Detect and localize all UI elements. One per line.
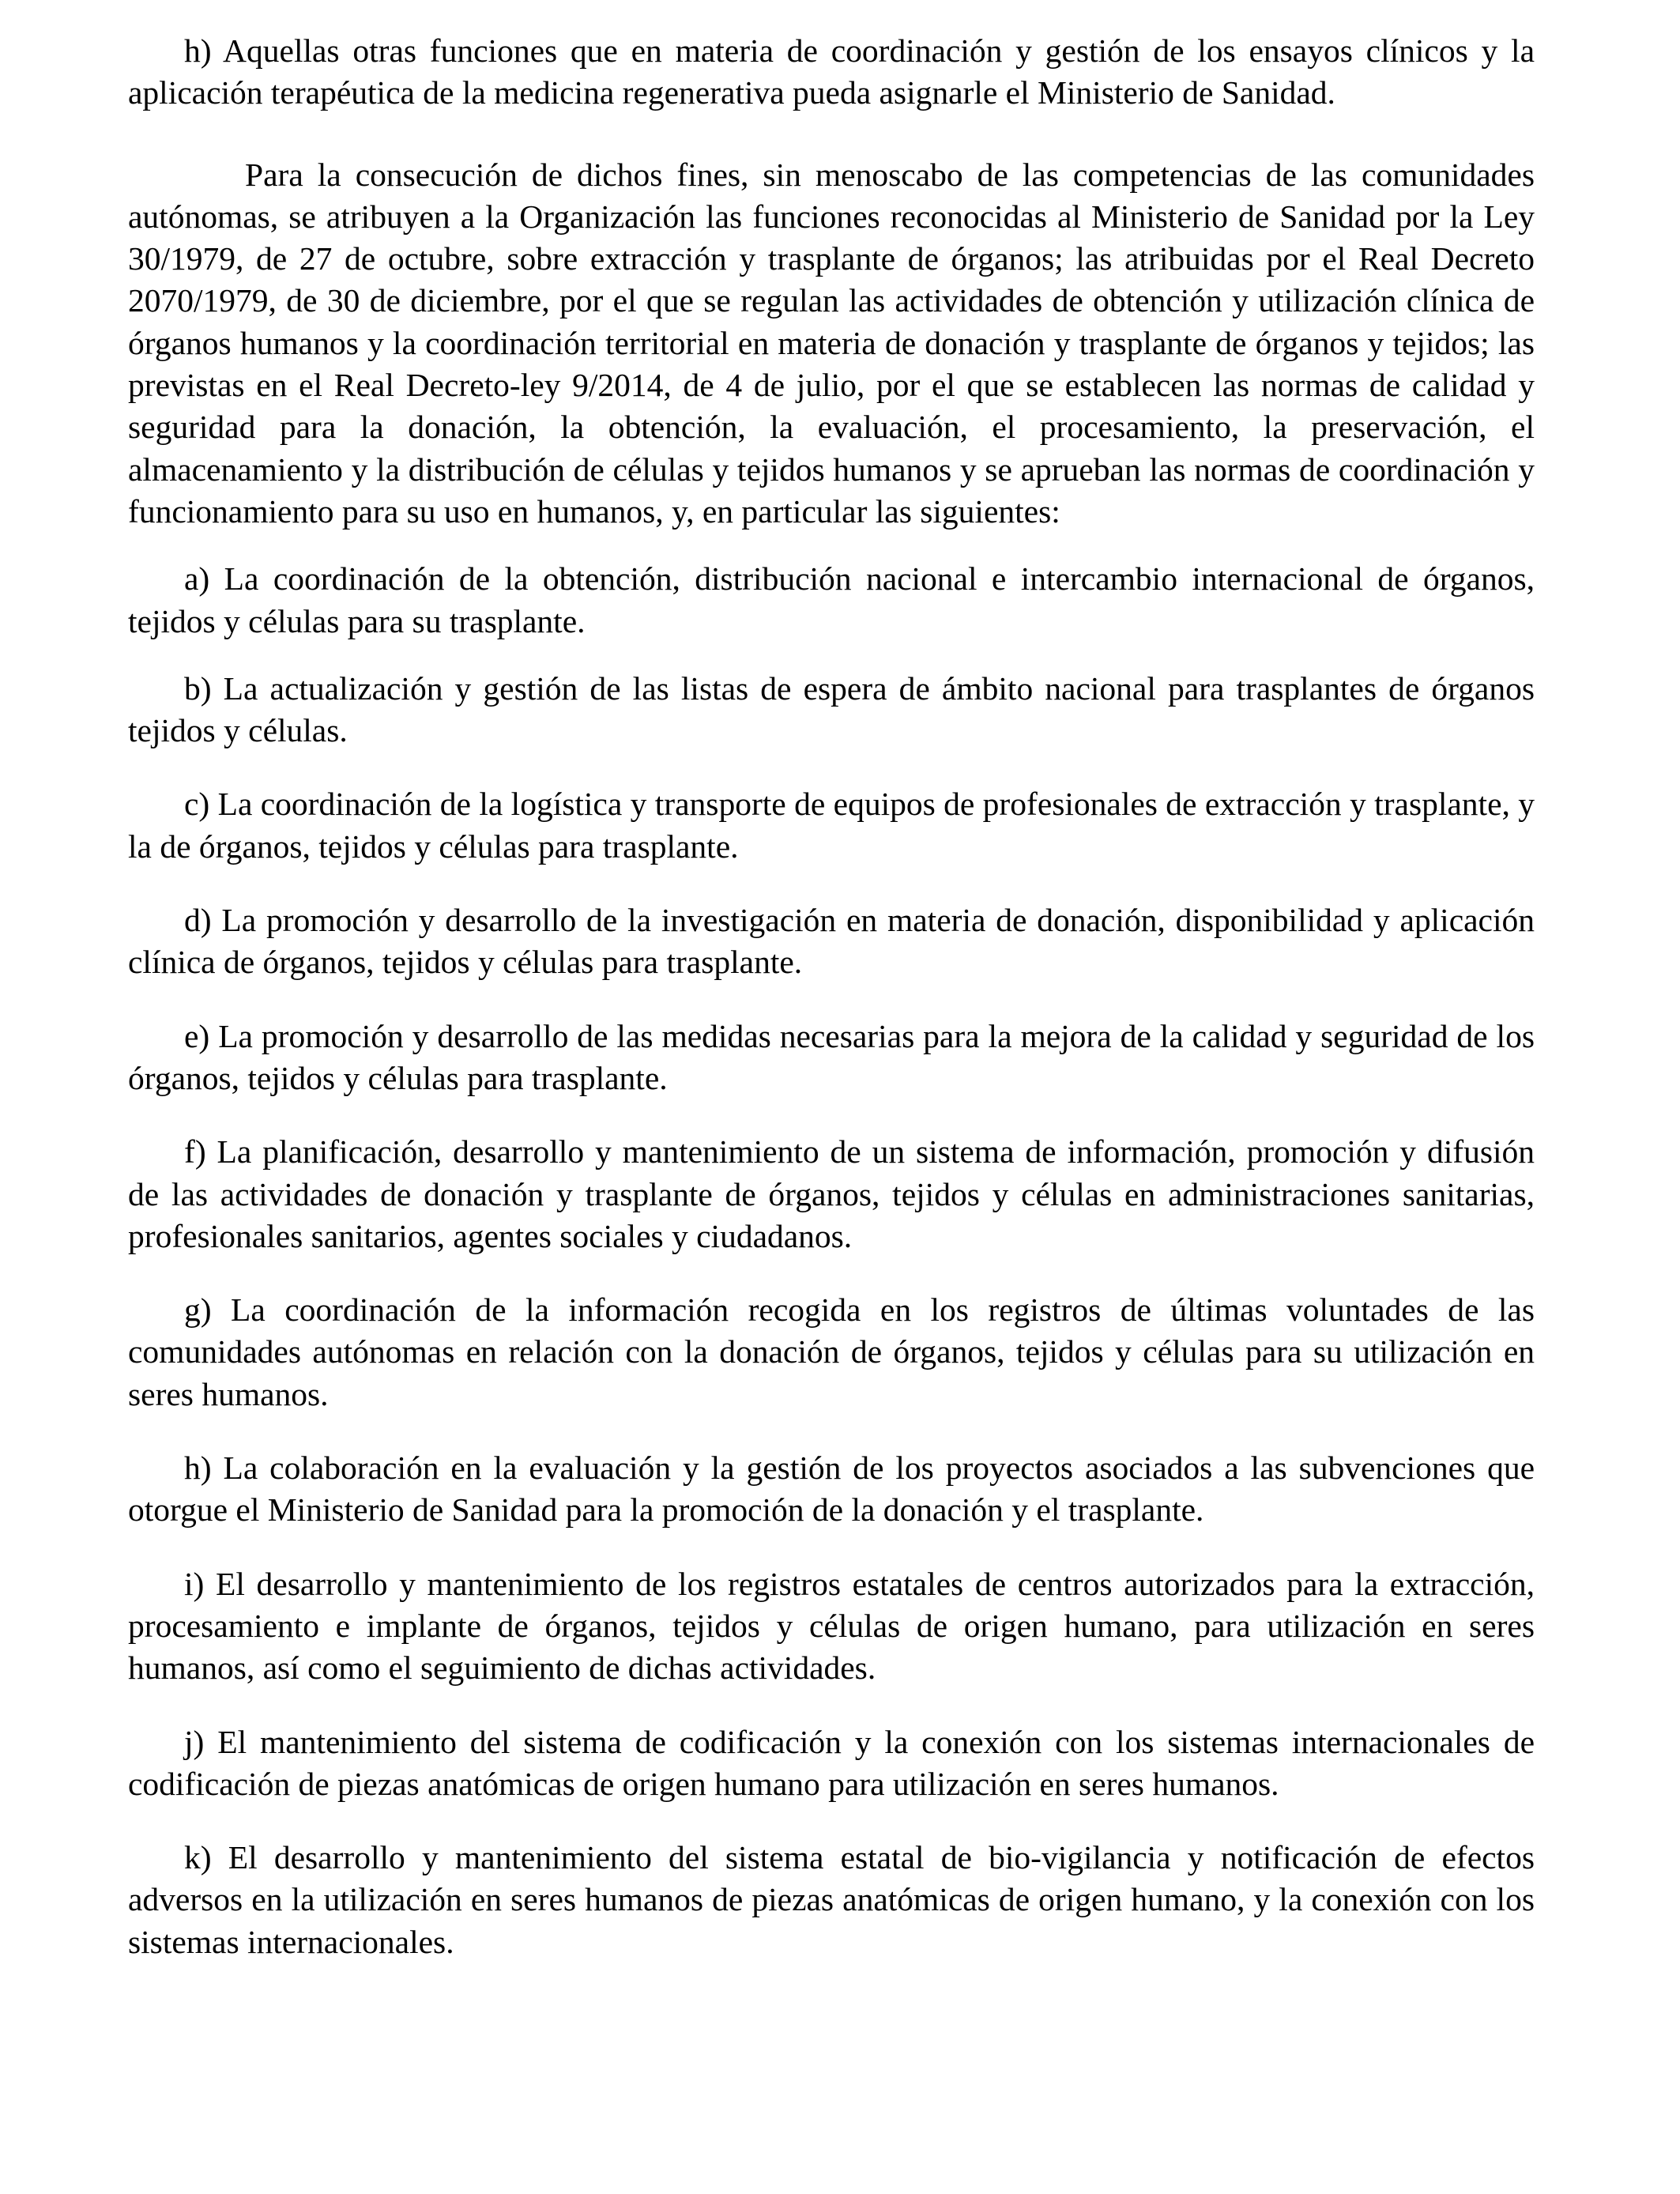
- list-item-c: c) La coordinación de la logística y transporte de equipos de profesionales de extracción y trasplante, y la de órganos, tejidos y células para trasplante.: [128, 786, 1535, 865]
- document-page: [128, 30, 1535, 1963]
- list-item-f: f) La planificación, desarrollo y mantenimiento de un sistema de información, promoción y difusión de las actividades de donación y trasplante de órganos, tejidos y células en administraciones sanitarias, profesionales sanitarios, agentes sociales y ciudadanos.: [128, 1133, 1535, 1254]
- paragraph-h-aquellas: h) Aquellas otras funciones que en materia de coordinación y gestión de los ensayos clínicos y la aplicación terapéutica de la medicina regenerativa pueda asignarle el Ministerio de Sanidad.: [128, 32, 1535, 111]
- list-item-a: a) La coordinación de la obtención, distribución nacional e intercambio internacional de órganos, tejidos y células para su trasplante.: [128, 560, 1535, 639]
- list-item-g: g) La coordinación de la información recogida en los registros de últimas voluntades de las comunidades autónomas en relación con la donación de órganos, tejidos y células para su utilización en seres humanos.: [128, 1291, 1535, 1412]
- list-item-h: h) La colaboración en la evaluación y la gestión de los proyectos asociados a las subvenciones que otorgue el Ministerio de Sanidad para la promoción de la donación y el trasplante.: [128, 1449, 1535, 1529]
- list-item-b: b) La actualización y gestión de las listas de espera de ámbito nacional para trasplantes de órganos tejidos y células.: [128, 669, 1535, 749]
- list-item-d: d) La promoción y desarrollo de la investigación en materia de donación, disponibilidad y aplicación clínica de órganos, tejidos y células para trasplante.: [128, 902, 1535, 981]
- paragraph-intro: Para la consecución de dichos fines, sin menoscabo de las competencias de las comunidades autónomas, se atribuyen a la Organización las funciones reconocidas al Ministerio de Sanidad por la Ley 30/1979, de 27 de octubre, sobre extracción y trasplante de órganos; las atribuidas por el Real Decreto 2070/1979, de 30 de diciembre, por el que se regulan las actividades de obtención y utilización clínica de órganos humanos y la coordinación territorial en materia de donación y trasplante de órganos y tejidos; las previstas en el Real Decreto-ley 9/2014, de 4 de julio, por el que se establecen las normas de calidad y seguridad para la donación, la obtención, la evaluación, el procesamiento, la preservación, el almacenamiento y la distribución de células y tejidos humanos y se aprueban las normas de coordinación y funcionamiento para su uso en humanos, y, en particular las siguientes:: [128, 156, 1535, 530]
- list-item-i: i) El desarrollo y mantenimiento de los registros estatales de centros autorizados para la extracción, procesamiento e implante de órganos, tejidos y células de origen humano, para utilización en seres humanos, así como el seguimiento de dichas actividades.: [128, 1565, 1535, 1687]
- list-item-k: k) El desarrollo y mantenimiento del sistema estatal de bio-vigilancia y notificación de efectos adversos en la utilización en seres humanos de piezas anatómicas de origen humano, y la conexión con los sistemas internacionales.: [128, 1839, 1535, 1960]
- list-item-j: j) El mantenimiento del sistema de codificación y la conexión con los sistemas internacionales de codificación de piezas anatómicas de origen humano para utilización en seres humanos.: [128, 1723, 1535, 1802]
- list-item-e: e) La promoción y desarrollo de las medidas necesarias para la mejora de la calidad y seguridad de los órganos, tejidos y células para trasplante.: [128, 1017, 1535, 1096]
